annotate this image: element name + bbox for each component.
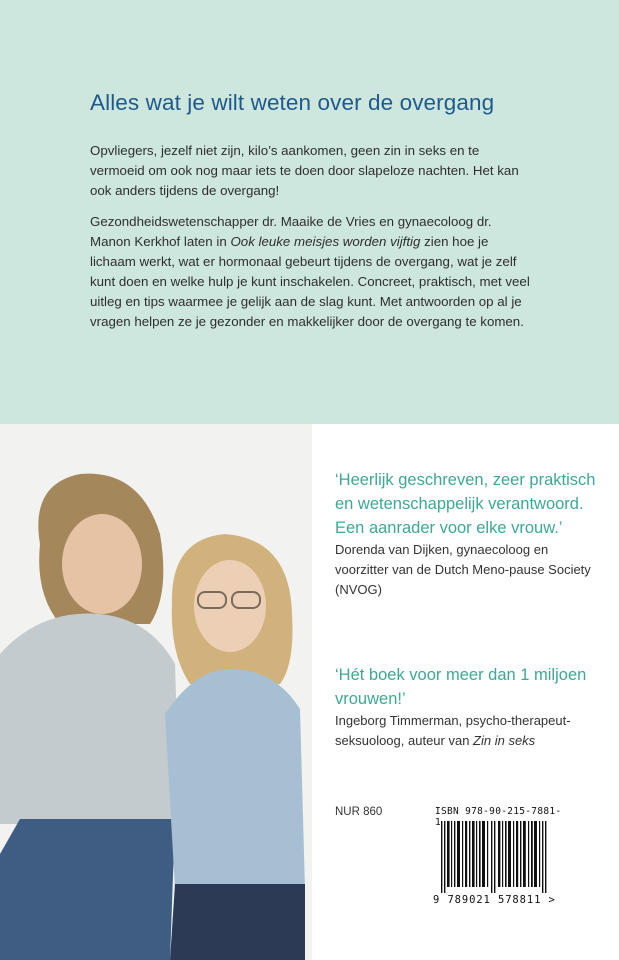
intro-paragraph bbox=[90, 141, 530, 201]
intro-text: Opvliegers, jezelf niet zijn, kilo’s aankomen, geen zin in seks en te vermoeid om ook nog maar iets te doen door slapeloze nachten. Het kan ook anders tijdens de overgang! bbox=[90, 143, 519, 198]
quote-2-attribution-text: Ingeborg Timmerman, psycho-therapeut-seksuoloog, auteur van bbox=[335, 713, 571, 748]
isbn-label: ISBN 978-90-215-7881-1 bbox=[435, 806, 562, 828]
text-panel bbox=[0, 0, 619, 424]
quote-1-attribution: Dorenda van Dijken, gynaecoloog en voorzitter van de Dutch Meno-pause Society (NVOG) bbox=[335, 542, 591, 597]
book-title: Ook leuke meisjes worden vijftig bbox=[230, 234, 421, 249]
barcode-digits: 9 789021 578811 > bbox=[433, 894, 556, 906]
description-part-1: Gezondheidswetenschapper dr. Maaike de Vries en gynaecoloog dr. Manon Kerkhof laten in bbox=[90, 214, 492, 249]
description-part-2: zien hoe je lichaam werkt, wat er hormonaal gebeurt tijdens de overgang, wat je zelf kunt doen en welke hulp je kunt inschakelen. Concreet, praktisch, met veel uitleg en tips waarmee je gelijk aan de slag kunt. Met antwoorden op al je vragen helpen ze je gezonder en makkelijker door de overgang te komen. bbox=[90, 234, 530, 329]
quote-1 bbox=[335, 468, 605, 600]
barcode bbox=[433, 806, 563, 910]
quote-2-attribution bbox=[335, 711, 605, 751]
barcode-bars bbox=[433, 821, 561, 893]
quote-2-text: ‘Hét boek voor meer dan 1 miljoen vrouwen!’ bbox=[335, 666, 587, 708]
author-photo bbox=[0, 424, 312, 960]
quote-1-text: ‘Heerlijk geschreven, zeer praktisch en wetenschappelijk verantwoord. Een aanrader voor elke vrouw.’ bbox=[335, 471, 596, 537]
quote-2 bbox=[335, 663, 605, 751]
nur-code: NUR 860 bbox=[335, 806, 383, 818]
description-text bbox=[90, 212, 530, 332]
description-paragraph bbox=[90, 212, 530, 332]
quote-2-book-title: Zin in seks bbox=[473, 733, 536, 748]
headline: Alles wat je wilt weten over de overgang bbox=[90, 90, 495, 115]
